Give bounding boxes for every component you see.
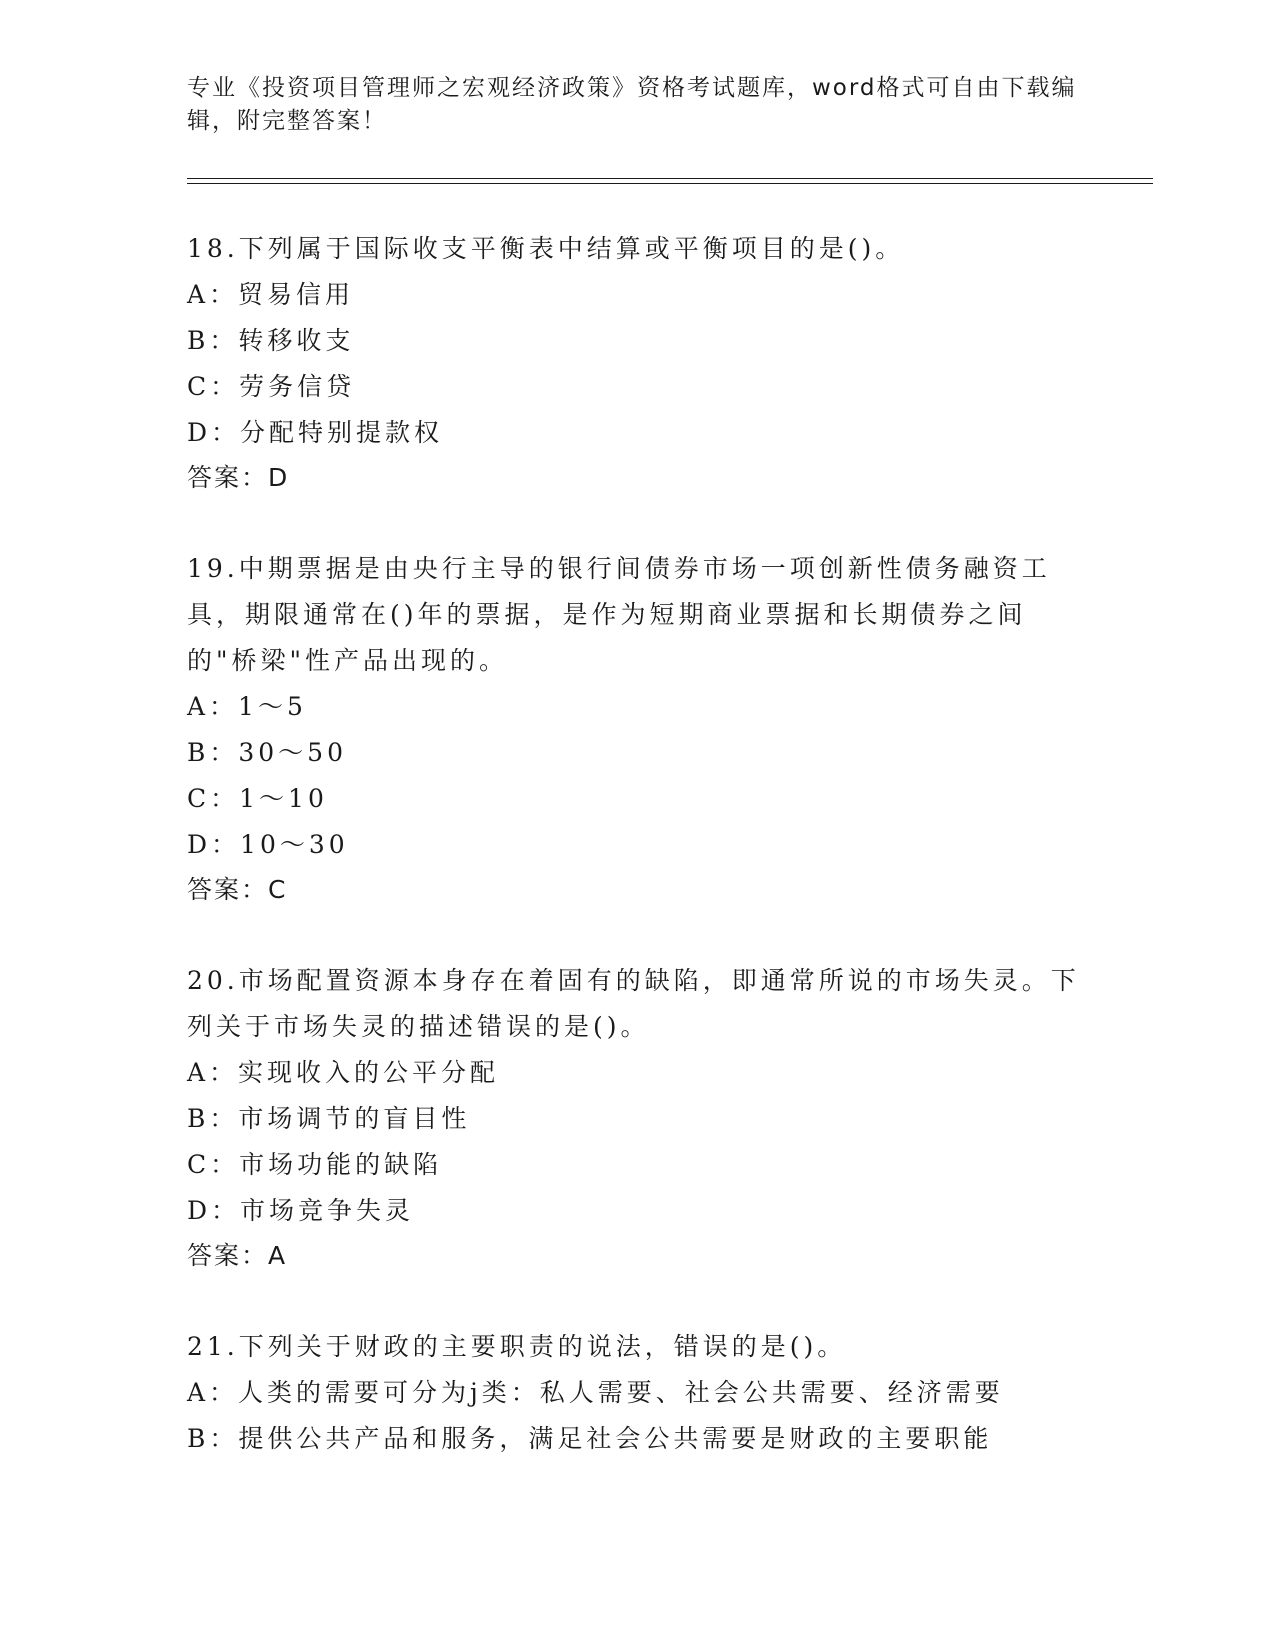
option-d: D：分配特别提款权 (187, 418, 444, 447)
answer: 答案：D (187, 463, 290, 492)
option-b: B：转移收支 (187, 326, 355, 355)
option-c: C：1～10 (187, 784, 328, 813)
answer: 答案：C (187, 875, 288, 904)
option-a: A：人类的需要可分为j类：私人需要、社会公共需要、经济需要 (187, 1378, 1004, 1407)
option-d: D：10～30 (187, 830, 349, 859)
option-c: C：劳务信贷 (187, 372, 356, 401)
header-divider-bottom (187, 183, 1153, 184)
document-header: 专业《投资项目管理师之宏观经济政策》资格考试题库，word格式可自由下载编辑，附完整答案！ (187, 75, 1077, 134)
answer: 答案：A (187, 1241, 288, 1270)
question-21 (187, 1324, 1087, 1462)
option-c: C：市场功能的缺陷 (187, 1150, 443, 1179)
question-list (187, 226, 1087, 1508)
option-b: B：30～50 (187, 738, 347, 767)
question-stem: 19.中期票据是由央行主导的银行间债券市场一项创新性债务融资工具，期限通常在()年的票据，是作为短期商业票据和长期债券之间的"桥梁"性产品出现的。 (187, 554, 1051, 675)
option-b: B：提供公共产品和服务，满足社会公共需要是财政的主要职能 (187, 1424, 993, 1453)
question-stem: 20.市场配置资源本身存在着固有的缺陷，即通常所说的市场失灵。下列关于市场失灵的描述错误的是()。 (187, 966, 1080, 1041)
question-stem: 18.下列属于国际收支平衡表中结算或平衡项目的是()。 (187, 234, 905, 263)
option-b: B：市场调节的盲目性 (187, 1104, 471, 1133)
question-stem: 21.下列关于财政的主要职责的说法，错误的是()。 (187, 1332, 847, 1361)
header-divider-top (187, 178, 1153, 179)
question-19 (187, 546, 1087, 912)
option-a: A：1～5 (187, 692, 307, 721)
question-18 (187, 226, 1087, 500)
option-a: A：贸易信用 (187, 280, 355, 309)
option-d: D：市场竞争失灵 (187, 1196, 415, 1225)
question-20 (187, 958, 1087, 1278)
option-a: A：实现收入的公平分配 (187, 1058, 500, 1087)
